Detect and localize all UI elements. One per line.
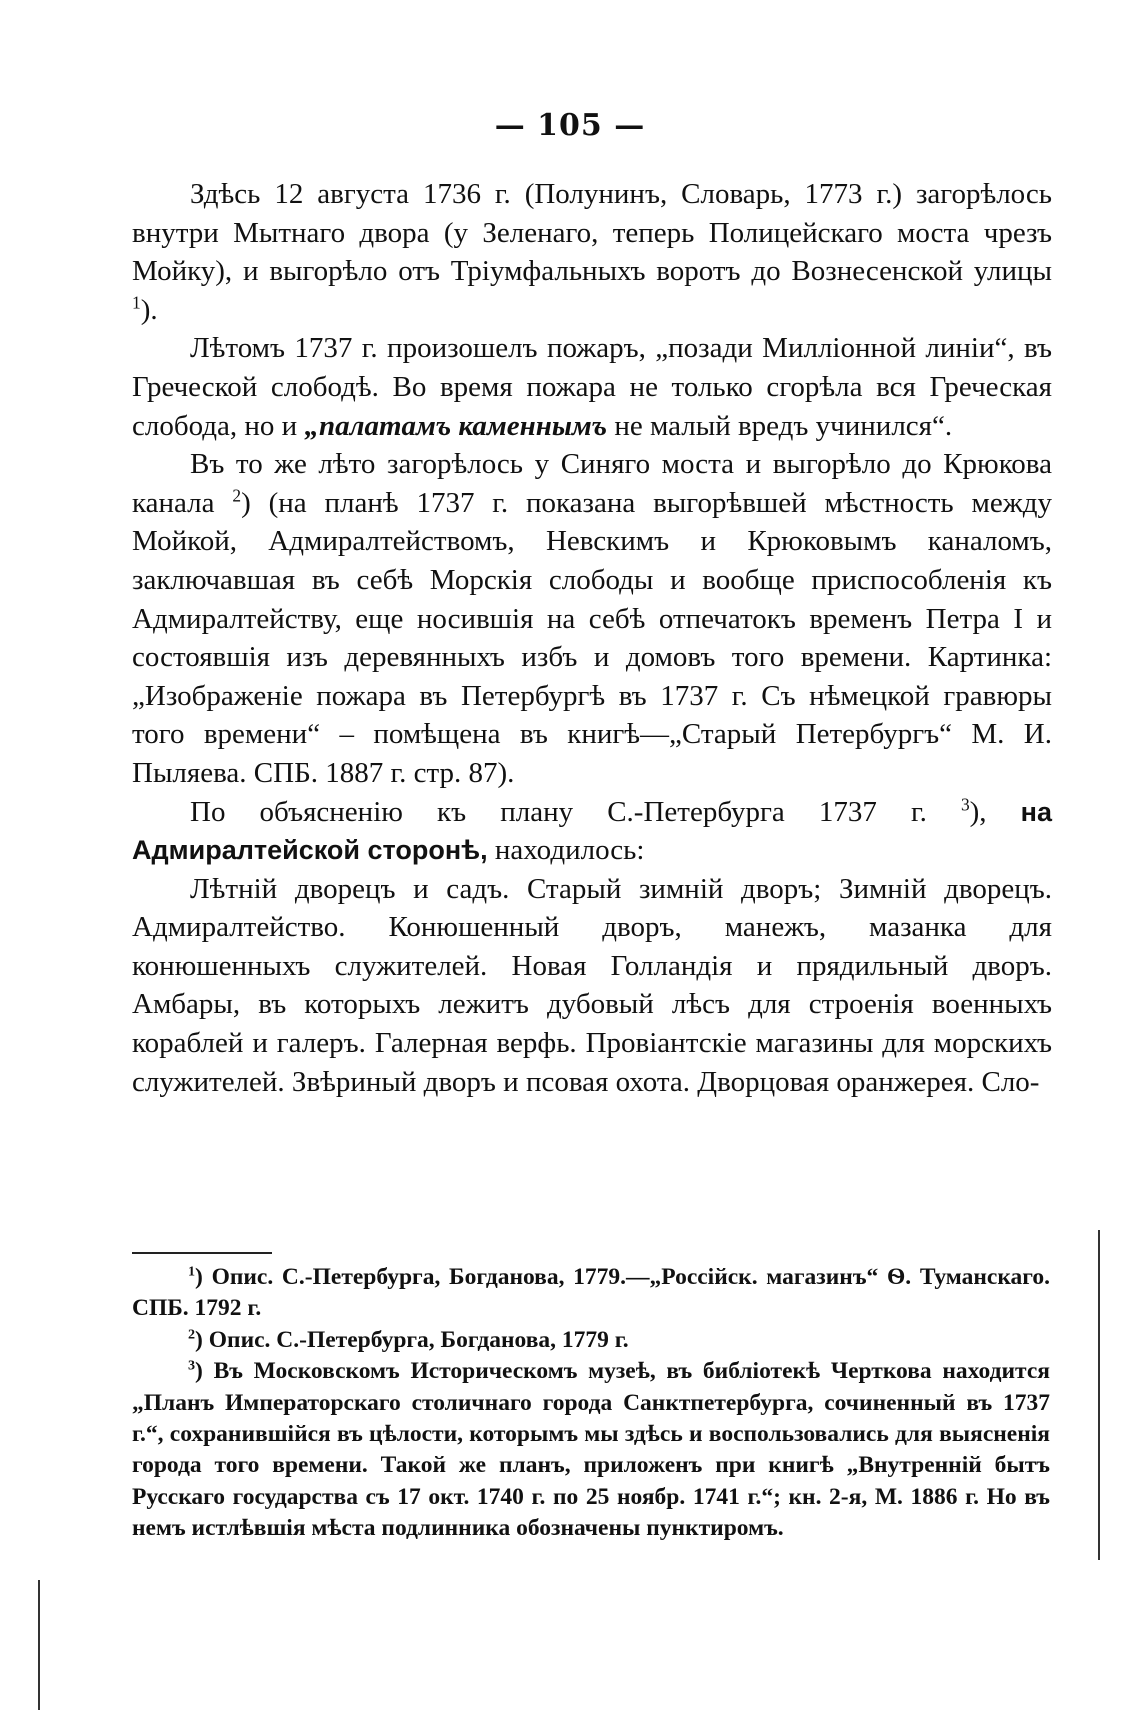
footnote-3: $^3$) Въ Московскомъ Историческомъ музеѣ, въ библіотекѣ Черткова находится „Планъ Императорскаго столичнаго города Санктпетербурга, сочиненный въ 1737 г.“, сохранившійся въ цѣлости, которымъ мы здѣсь и воспользовались для выясненія города того времени. Такой же планъ, приложенъ при книгѣ „Внутренній бытъ Русскаго государства съ 17 окт. 1740 г. по 25 ноябр. 1741 г.“; кн. 2-я, М. 1886 г. Но въ немъ истлѣвшія мѣста подлинника обозначены пунктиромъ. — [132, 1357, 1050, 1542]
paragraph-5: Лѣтній дворецъ и садъ. Старый зимній дворъ; Зимній дворецъ. Адмиралтейство. Конюшенный дворъ, манежъ, мазанка для конюшенныхъ служителей. Новая Голландія и прядильный дворъ. Амбары, въ которыхъ лежитъ дубовый лѣсъ для строенія военныхъ кораблей и галеръ. Галерная верфь. Провіантскіе магазины для морскихъ служителей. Звѣриный дворъ и псовая охота. Дворцовая оранжерея. Сло- — [132, 872, 1052, 1098]
paragraph-3: Въ то же лѣто загорѣлось у Синяго моста и выгорѣло до Крюкова канала $^2$) (на планѣ 1737 г. показана выгорѣвшей мѣстность между Мойкой, Адмиралтействомъ, Невскимъ и Крюковымъ каналомъ, заключавшая въ себѣ Морскія слободы и вообще приспособленія къ Адмиралтейству, еще носившія на себѣ отпечатокъ временъ Петра I и состоявшія изъ деревянныхъ избъ и домовъ того времени. Картинка: „Изображеніе пожара въ Петербургѣ въ 1737 г. Съ нѣмецкой гравюры того времени“ – помѣщена въ книгѣ—„Старый Петербургъ“ М. И. Пыляева. СПБ. 1887 г. стр. 87). — [132, 448, 1052, 789]
scan-edge-line-left — [38, 1580, 40, 1710]
bold-heading: на Адмиралтейской сторонѣ, — [132, 796, 1052, 866]
scan-edge-line — [1098, 1230, 1100, 1560]
footnote-1: $^1$) Опис. С.-Петербурга, Богданова, 1779.—„Россійск. магазинъ“ Ѳ. Туманскаго. СПБ. 1792 г. — [132, 1263, 1050, 1322]
paragraph-2: Лѣтомъ 1737 г. произошелъ пожаръ, „позади Милліонной линіи“, въ Греческой слободѣ. Во время пожара не только сгорѣла вся Греческая слобода, но и „палатамъ каменнымъ не малый вредъ учинился“. — [132, 332, 1052, 442]
paragraph-4: По объясненію къ плану С.-Петербурга 1737 г. $^3$), на Адмиралтейской сторонѣ, находилось: — [132, 794, 1052, 867]
footnote-2: $^2$) Опис. С.-Петербурга, Богданова, 1779 г. — [188, 1326, 629, 1353]
footnote-separator — [132, 1252, 272, 1254]
main-text — [132, 175, 1052, 1101]
page-number: — 105 — — [494, 108, 646, 143]
paragraph-1: Здѣсь 12 августа 1736 г. (Полунинъ, Словарь, 1773 г.) загорѣлось внутри Мытнаго двора (у Зеленаго, теперь Полицейскаго моста чрезъ Мойку), и выгорѣло отъ Тріумфальныхъ воротъ до Вознесенской улицы $^1$). — [132, 178, 1052, 326]
footnote-ref-2: 2 — [232, 485, 242, 506]
italic-quote: „палатамъ каменнымъ — [304, 409, 608, 442]
footnote-ref-3: 3 — [960, 794, 970, 815]
footnote-ref-1: 1 — [132, 292, 141, 313]
footnotes — [132, 1262, 1050, 1545]
